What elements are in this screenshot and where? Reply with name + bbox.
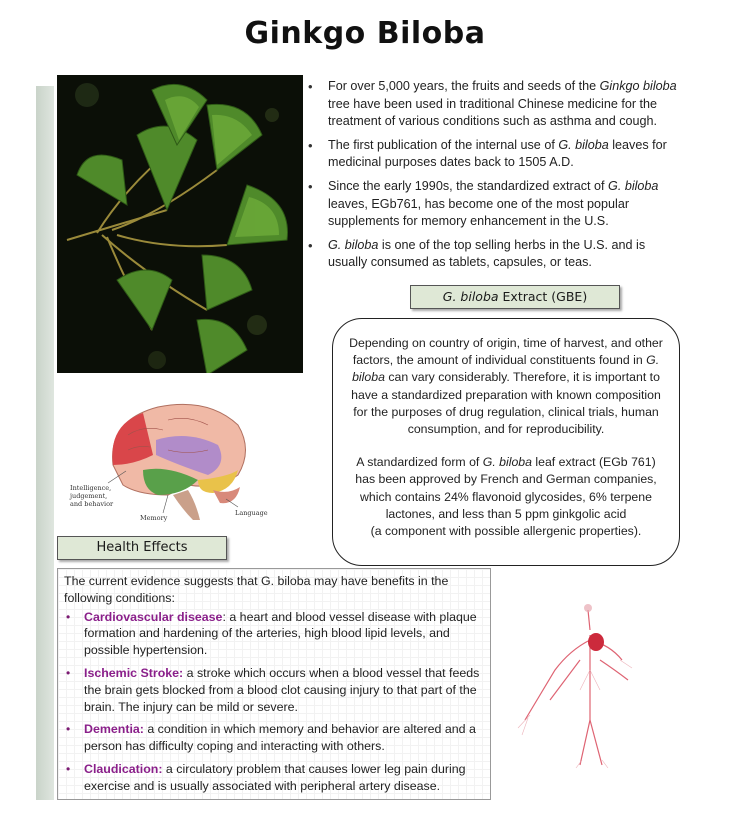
gbe-paragraph-2: A standardized form of G. biloba leaf extract (EGb 761) has been approved by French and German companies, which contains 24% flavonoid glycosides, 6% terpene lactones, and less than 5 ppm ginkgolic acid (a component with possible allergenic properties). (355, 455, 657, 539)
decorative-side-bar (36, 86, 54, 800)
page-title: Ginkgo Biloba (244, 16, 486, 51)
brain-label-judgement: judgement, (70, 492, 108, 500)
brain-label-intelligence: Intelligence, (70, 484, 112, 492)
health-intro-text: The current evidence suggests that G. biloba may have benefits in the following conditions: (64, 574, 449, 605)
list-item: • Ischemic Stroke: a stroke which occurs when a blood vessel that feeds the brain gets blocked from a blood clot causing injury to that part of the brain. The injury can be mild or severe. (64, 665, 484, 715)
list-item: • Claudication: a circulatory problem that causes lower leg pain during exercise and is usually associated with peripheral artery disease. (64, 761, 484, 795)
health-effects-box (57, 568, 491, 800)
brain-label-behavior: and behavior (70, 500, 114, 508)
list-item: • The first publication of the internal use of G. biloba leaves for medicinal purposes dates back to 1505 A.D. (308, 137, 678, 172)
gbe-paragraph-1: Depending on country of origin, time of harvest, and other factors, the amount of individual constituents found in G. biloba can vary considerably. Therefore, it is important to have a standardized preparation with known composition for the purposes of drug regulation, clinical trials, human consumption, and for reproducibility. (349, 336, 663, 437)
brain-label-memory: Memory (140, 514, 168, 522)
list-item: • For over 5,000 years, the fruits and seeds of the Ginkgo biloba tree have been used in traditional Chinese medicine for the treatment of various conditions such as asthma and cough. (308, 78, 678, 131)
list-item: • Since the early 1990s, the standardized extract of G. biloba leaves, EGb761, has become one of the most popular supplements for memory enhancement in the U.S. (308, 178, 678, 231)
gbe-section-label: G. biloba Extract (GBE) (410, 285, 620, 309)
history-bullet-list (308, 78, 678, 278)
health-effects-label: Health Effects (57, 536, 227, 560)
list-item: • Cardiovascular disease: a heart and blood vessel disease with plaque formation and hardening of the arteries, high blood lipid levels, and possible hypertension. (64, 609, 484, 659)
brain-diagram (68, 395, 298, 527)
brain-label-language: Language (235, 509, 268, 517)
ginkgo-leaves-photo (57, 75, 303, 373)
conditions-list (64, 609, 484, 795)
list-item: • Dementia: a condition in which memory and behavior are altered and a person has difficulty coping and interacting with others. (64, 721, 484, 755)
circulatory-system-illustration (510, 600, 640, 770)
list-item: • G. biloba is one of the top selling herbs in the U.S. and is usually consumed as tablets, capsules, or teas. (308, 237, 678, 272)
gbe-info-box (332, 318, 680, 566)
